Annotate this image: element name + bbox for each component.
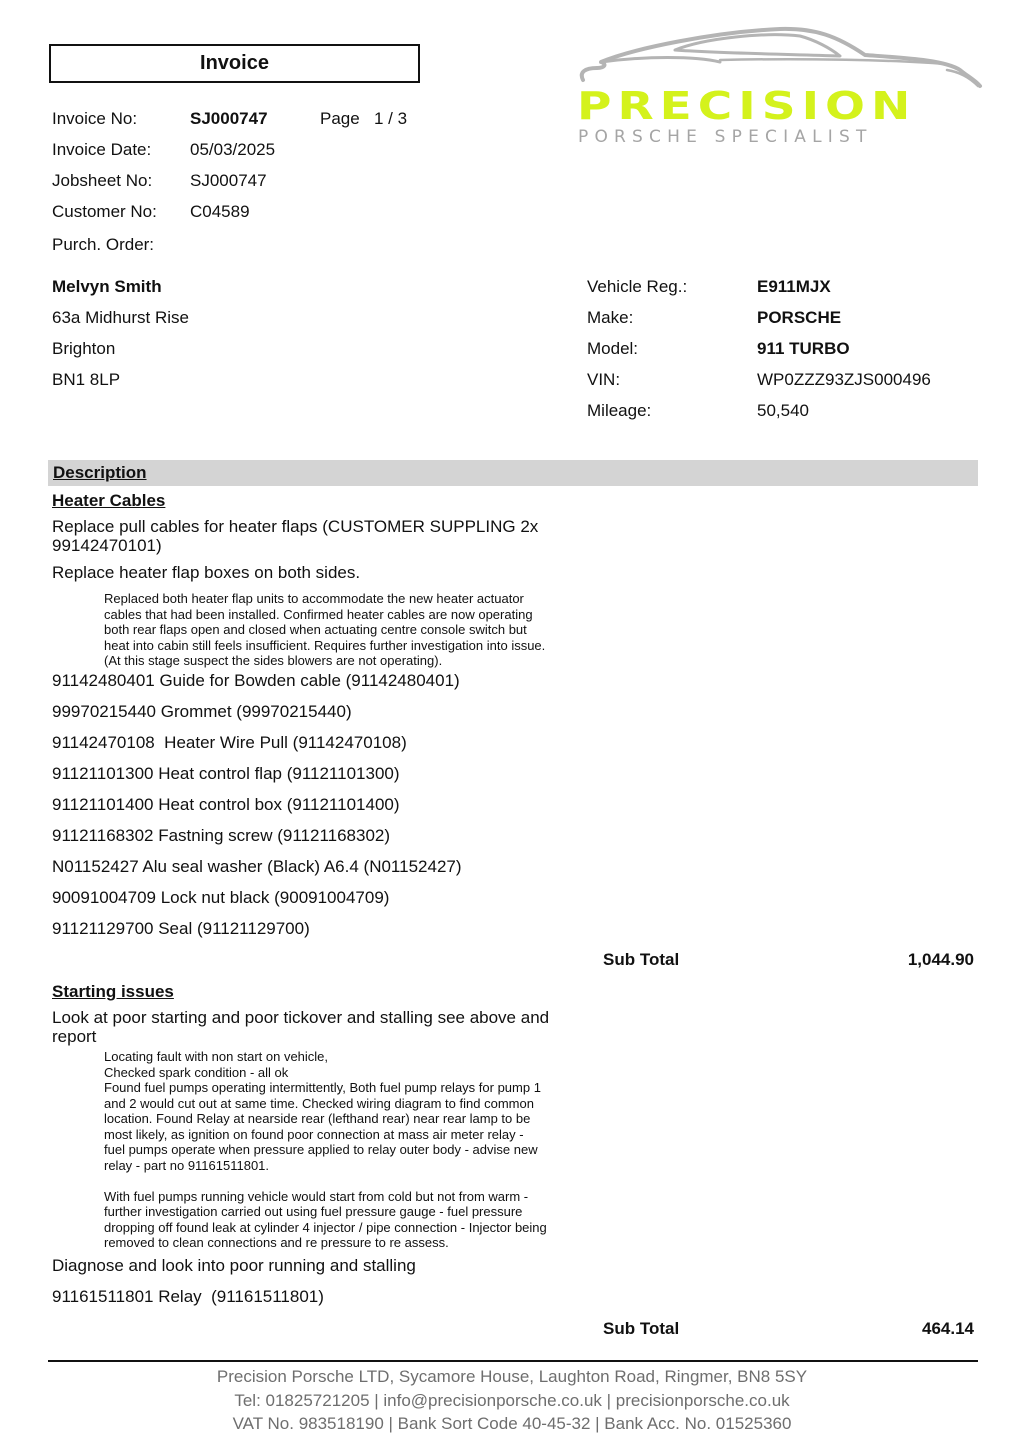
car-silhouette-icon <box>575 26 985 91</box>
vehicle-label: Model: <box>587 339 639 358</box>
part-line: 91161511801 Relay (91161511801) <box>52 1287 324 1306</box>
address-line: BN1 8LP <box>52 370 121 389</box>
invoice-number: SJ000747 <box>190 109 268 128</box>
task-line: Replace pull cables for heater flaps (CUSTOMER SUPPLING 2x 99142470101) <box>52 517 539 555</box>
jobsheet-number: SJ000747 <box>190 171 267 190</box>
subtotal-label: Sub Total <box>603 950 680 969</box>
invoice-title <box>49 44 420 83</box>
page-label: Page <box>320 109 360 128</box>
footer-bank-details: VAT No. 983518190 | Bank Sort Code 40-45-32 | Bank Acc. No. 01525360 <box>232 1414 792 1433</box>
company-logo <box>575 26 985 151</box>
part-line: 91121101300 Heat control flap (91121101300) <box>52 764 400 783</box>
meta-label: Customer No: <box>52 202 157 221</box>
invoice-date: 05/03/2025 <box>190 140 276 159</box>
vehicle-reg: E911MJX <box>757 277 831 296</box>
meta-label: Purch. Order: <box>52 235 155 254</box>
subtotal-value: 1,044.90 <box>907 950 974 969</box>
meta-label: Invoice Date: <box>52 140 152 159</box>
vehicle-vin: WP0ZZZ93ZJS000496 <box>757 370 931 389</box>
part-line: N01152427 Alu seal washer (Black) A6.4 (N01152427) <box>52 857 462 876</box>
footer-contact: Tel: 01825721205 | info@precisionporsche.co.uk | precisionporsche.co.uk <box>234 1391 790 1410</box>
logo-brand-text: PRECISION <box>577 83 917 129</box>
vehicle-mileage: 50,540 <box>757 401 809 420</box>
address-line: Brighton <box>52 339 116 358</box>
footer-divider <box>48 1360 978 1362</box>
vehicle-label: Mileage: <box>587 401 652 420</box>
part-line: 91121168302 Fastning screw (91121168302) <box>52 826 391 845</box>
task-line: Replace heater flap boxes on both sides. <box>52 563 361 582</box>
subtotal-label: Sub Total <box>603 1319 680 1338</box>
section-title: Heater Cables <box>52 491 166 510</box>
task-line: Look at poor starting and poor tickover and stalling see above and report <box>52 1008 550 1046</box>
description-header: Description <box>53 463 147 482</box>
subtotal-value: 464.14 <box>922 1319 974 1338</box>
meta-label: Jobsheet No: <box>52 171 153 190</box>
vehicle-model: 911 TURBO <box>757 339 850 358</box>
section-title: Starting issues <box>52 982 174 1001</box>
logo-tagline: PORSCHE SPECIALIST <box>578 127 873 147</box>
part-line: 90091004709 Lock nut black (90091004709) <box>52 888 390 907</box>
technician-notes: Replaced both heater flap units to accommodate the new heater actuator cables that had been installed. Confirmed heater cables are now operating both rear flaps open and closed when actuating centre console switch but heat into cabin still feels insufficient. Requires further investigation into issue. (At this stage suspect the sides blowers are not operating). <box>104 591 546 668</box>
part-line: 91121129700 Seal (91121129700) <box>52 919 310 938</box>
part-line: 91142480401 Guide for Bowden cable (91142480401) <box>52 671 460 690</box>
vehicle-label: VIN: <box>587 370 621 389</box>
part-line: 91142470108 Heater Wire Pull (91142470108) <box>52 733 407 752</box>
technician-notes: Locating fault with non start on vehicle, Checked spark condition - all ok Found fuel pumps operating intermittently, Both fuel pump relays for pump 1 and 2 would cut out at same time. Checked wiring diagram to find common location. Found Relay at nearside rear (lefthand rear) near rear lamp to be most likely, as ignition on found poor connection at mass air meter relay - fuel pumps operate when pressure applied to relay outer body - advise new relay - part no 91161511801. With fuel pumps running vehicle would start from cold but not from warm - further investigation carried out using fuel pressure gauge - fuel pressure dropping off found leak at cylinder 4 injector / pipe connection - Injector being removed to clean connections and re pressure to re assess. <box>104 1049 547 1250</box>
page-number: 1 / 3 <box>374 109 408 128</box>
vehicle-make: PORSCHE <box>757 308 842 327</box>
footer-address: Precision Porsche LTD, Sycamore House, Laughton Road, Ringmer, BN8 5SY <box>216 1367 808 1386</box>
customer-number: C04589 <box>190 202 250 221</box>
vehicle-label: Vehicle Reg.: <box>587 277 688 296</box>
task-line: Diagnose and look into poor running and stalling <box>52 1256 416 1275</box>
vehicle-label: Make: <box>587 308 634 327</box>
part-line: 91121101400 Heat control box (91121101400) <box>52 795 400 814</box>
part-line: 99970215440 Grommet (99970215440) <box>52 702 352 721</box>
meta-label: Invoice No: <box>52 109 138 128</box>
customer-name: Melvyn Smith <box>52 277 162 296</box>
address-line: 63a Midhurst Rise <box>52 308 190 327</box>
invoice-title-text: Invoice <box>200 52 269 74</box>
description-header-bar <box>48 460 978 486</box>
